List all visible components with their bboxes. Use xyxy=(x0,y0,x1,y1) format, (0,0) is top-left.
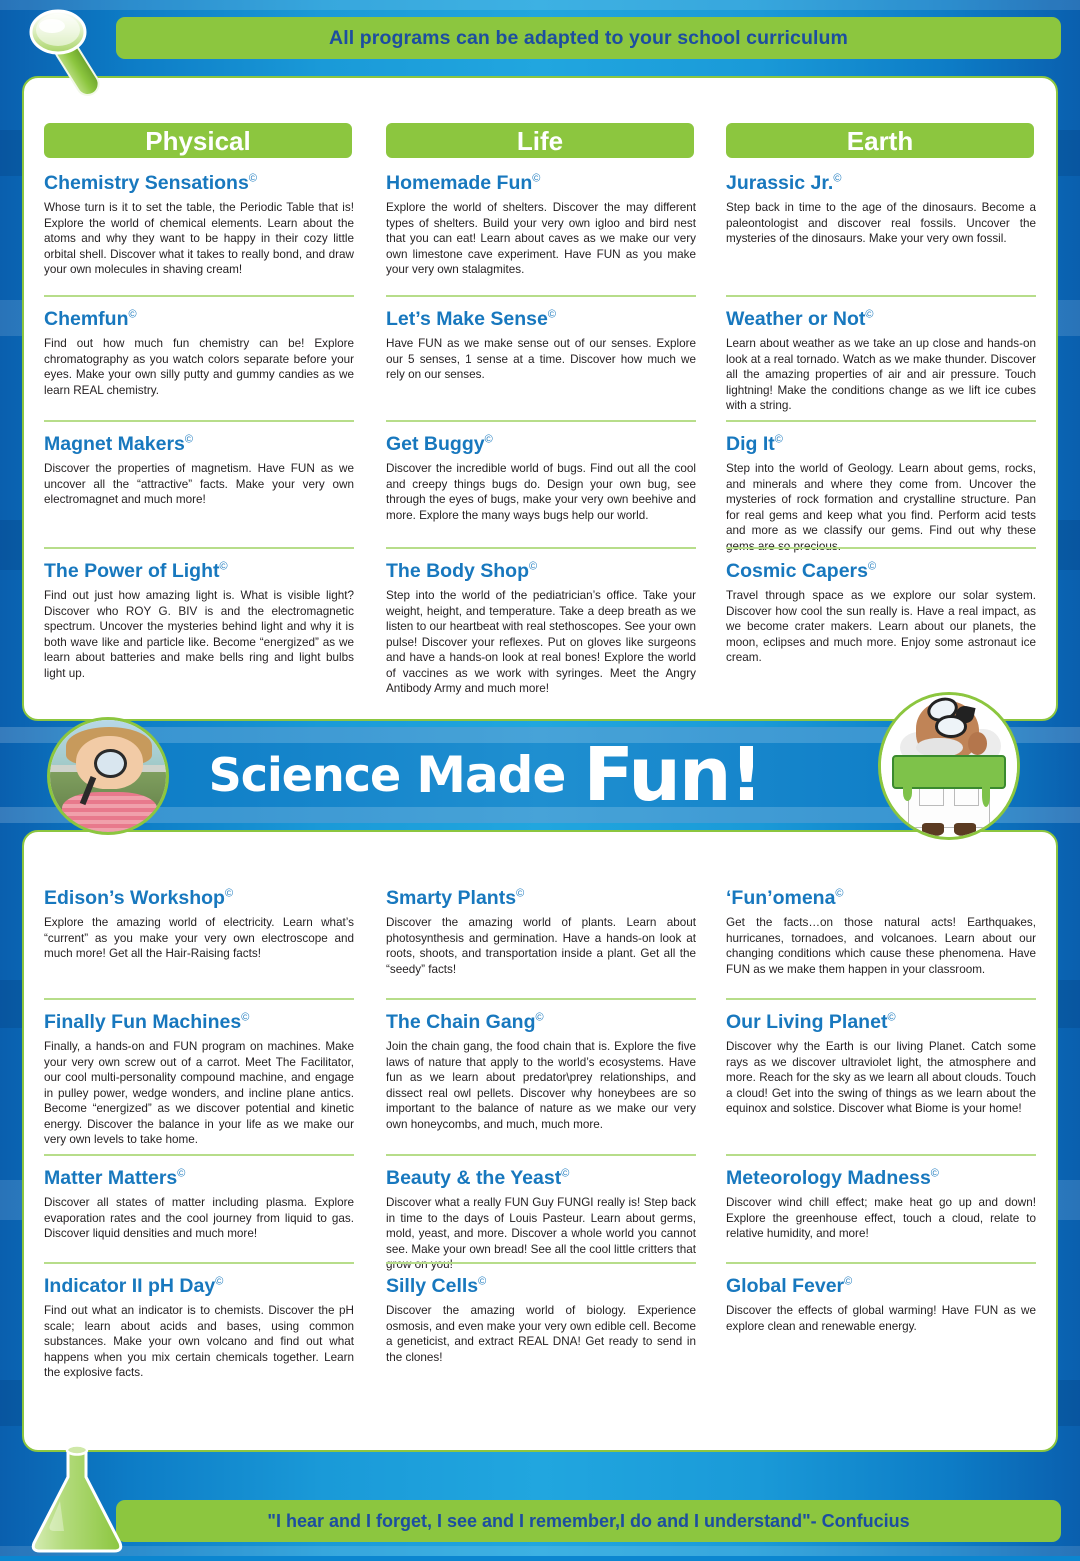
program-description: Discover what a really FUN Guy FUNGI really is! Step back in time to the days of Louis Pasteur. Learn about germs, mold, yeast, and more. Discover a whole world you cannot see. Make your own bread! See all the cool little critters that grow on you! xyxy=(386,1196,696,1272)
program-title: The Power of Light© xyxy=(44,560,228,582)
program-title: Cosmic Capers© xyxy=(726,560,877,582)
program-card[interactable] xyxy=(44,1154,354,1262)
program-title: Dig It© xyxy=(726,433,783,455)
program-card[interactable] xyxy=(726,547,1036,697)
program-description: Find out what an indicator is to chemists. Discover the pH scale; learn about acids and bases, using common substances. Make your own volcano and find out what happens when you mix certain chemicals together. Learn the explosive facts. xyxy=(44,1304,354,1380)
program-column-physical-top xyxy=(44,173,354,697)
program-title: The Body Shop© xyxy=(386,560,538,582)
quote-banner xyxy=(116,1500,1061,1542)
program-description: Learn about weather as we take an up close and hands-on look at a real tornado. Watch as we make thunder. Discover all the amazing properties of air and air pressure. Touch lightning! Make the conditions change as we lift ice cubes with a string. xyxy=(726,337,1036,413)
program-description: Travel through space as we explore our solar system. Discover how cool the sun really is. Have a real impact, as we become crater makers. Learn about our planets, the moon, eclipses and much more. Enjoy some astronaut ice cream. xyxy=(726,589,1036,665)
program-card[interactable] xyxy=(726,173,1036,295)
program-card[interactable] xyxy=(386,1262,696,1392)
program-description: Step back in time to the age of the dinosaurs. Become a paleontologist and discover real fossils. Uncover the mysteries of the dinosaurs. Make your very own fossil. xyxy=(726,201,1036,246)
program-title: Silly Cells© xyxy=(386,1275,487,1297)
program-card[interactable] xyxy=(726,888,1036,998)
program-description: Get the facts…on those natural acts! Earthquakes, hurricanes, tornadoes, and volcanoes. Learn about our changing conditions which cause these phenomena. Have FUN as we make them happen in your classroom. xyxy=(726,916,1036,976)
program-card[interactable] xyxy=(386,295,696,420)
program-card[interactable] xyxy=(44,173,354,295)
program-title: Chemistry Sensations© xyxy=(44,172,257,194)
girl-with-magnifier-photo xyxy=(47,717,169,835)
program-card[interactable] xyxy=(726,295,1036,420)
program-description: Discover the incredible world of bugs. Find out all the cool and creepy things bugs do. Design your own bug, see through the eyes of bugs, make your very own beehive and more. Explore the many ways bugs help our world. xyxy=(386,462,696,522)
magnifying-glass-icon xyxy=(22,6,152,106)
program-description: Join the chain gang, the food chain that is. Explore the five laws of nature that apply to the world’s ecosystems. Have fun as we learn about predator\prey relationships, and dissect real owl pellets. Discover why honeybees are so important to the balance of nature as we make our very own honeycombs, and much, much more. xyxy=(386,1040,696,1131)
program-title: Get Buggy© xyxy=(386,433,493,455)
program-card[interactable] xyxy=(386,888,696,998)
program-card[interactable] xyxy=(726,1154,1036,1262)
brand-word-fun: Fun! xyxy=(583,732,762,818)
program-column-earth-top xyxy=(726,173,1036,697)
brand-word-made: Made xyxy=(416,746,566,804)
program-description: Discover all states of matter including plasma. Explore evaporation rates and the cool journey from liquid to gas. Discover liquid densities and much more! xyxy=(44,1196,354,1241)
curriculum-banner xyxy=(116,17,1061,59)
program-column-life-top xyxy=(386,173,696,697)
professor-mascot-illustration xyxy=(878,692,1020,840)
erlenmeyer-flask-icon xyxy=(20,1443,136,1556)
program-title: Let’s Make Sense© xyxy=(386,308,556,330)
program-title: ‘Fun’omena© xyxy=(726,887,844,909)
program-title: Chemfun© xyxy=(44,308,137,330)
program-card[interactable] xyxy=(386,547,696,697)
program-title: The Chain Gang© xyxy=(386,1011,544,1033)
program-description: Discover why the Earth is our living Planet. Catch some rays as we discover ultraviolet light, the atmosphere and more. Reach for the sky as we learn all about clouds. Touch a cloud! Get into the swing of things as we learn about the equinox and solstice. Discover what Biome is your home! xyxy=(726,1040,1036,1116)
program-description: Find out how much fun chemistry can be! Explore chromatography as you watch colors separate before your eyes. Make your own silly putty and gummy candies as we learn REAL chemistry. xyxy=(44,337,354,397)
program-card[interactable] xyxy=(44,547,354,697)
program-card[interactable] xyxy=(726,1262,1036,1392)
category-header-physical-label: Physical xyxy=(145,125,251,156)
program-title: Global Fever© xyxy=(726,1275,853,1297)
program-description: Whose turn is it to set the table, the Periodic Table that is! Explore the world of chemical elements. Learn about the atoms and why they want to be happy in their cozy little orbital shell. Discover what it takes to really bond, and draw your own molecules in shaving cream! xyxy=(44,201,354,277)
program-column-earth-bottom xyxy=(726,888,1036,1392)
program-column-life-bottom xyxy=(386,888,696,1392)
program-description: Have FUN as we make sense out of our senses. Explore our 5 senses, 1 sense at a time. Discover how much we rely on our senses. xyxy=(386,337,696,382)
program-card[interactable] xyxy=(44,420,354,547)
program-title: Smarty Plants© xyxy=(386,887,525,909)
brand-word-science: Science xyxy=(208,748,401,802)
program-title: Beauty & the Yeast© xyxy=(386,1167,570,1189)
program-card[interactable] xyxy=(386,1154,696,1272)
program-title: Homemade Fun© xyxy=(386,172,541,194)
program-description: Find out just how amazing light is. What is visible light? Discover who ROY G. BIV is and the electromagnetic spectrum. Uncover the mysteries behind light and why it is both wave like and particle like. Become “energized” as we learn about batteries and make bells ring and light bulbs light up. xyxy=(44,589,354,680)
category-header-life xyxy=(386,123,694,158)
program-description: Step into the world of Geology. Learn about gems, rocks, and minerals and where they come from. Uncover the mysteries of rock formation and crystalline structure. Pan for real gems and keep what you find. Perform acid tests and more as we classify our gems. Find out why these gems are so precious. xyxy=(726,462,1036,553)
program-description: Discover wind chill effect; make heat go up and down! Explore the greenhouse effect, touch a cloud, relate to relative humidity, and more! xyxy=(726,1196,1036,1241)
program-description: Discover the amazing world of biology. Experience osmosis, and even make your very own edible cell. Become a geneticist, and extract REAL DNA! Get ready to send in the clones! xyxy=(386,1304,696,1364)
program-card[interactable] xyxy=(386,998,696,1154)
program-card[interactable] xyxy=(386,173,696,295)
program-card[interactable] xyxy=(44,295,354,420)
program-card[interactable] xyxy=(44,888,354,998)
program-description: Step into the world of the pediatrician’s office. Take your weight, height, and temperature. Take a deep breath as we listen to our heartbeat with real stethoscopes. See your own pulse! Discover your reflexes. Put on gloves like surgeons and have a hands-on look at real bones! Explore the world of vaccines as we work with syringes. Meet the Angry Antibody Army and much more! xyxy=(386,589,696,696)
program-card[interactable] xyxy=(726,420,1036,553)
program-description: Explore the world of shelters. Discover the may different types of shelters. Build your very own igloo and bird nest that you can eat! Learn about caves as we make our very own limestone cave experiment. Have FUN as you make your very own stalagmites. xyxy=(386,201,696,277)
quote-banner-text: "I hear and I forget, I see and I remember,I do and I understand"- Confucius xyxy=(267,1510,910,1531)
program-title: Finally Fun Machines© xyxy=(44,1011,250,1033)
category-header-earth xyxy=(726,123,1034,158)
program-title: Jurassic Jr.© xyxy=(726,172,842,194)
program-card[interactable] xyxy=(44,1262,354,1392)
program-title: Magnet Makers© xyxy=(44,433,193,455)
program-card[interactable] xyxy=(44,998,354,1154)
program-description: Explore the amazing world of electricity. Learn what’s “current” as you make your very own electroscope and much more! Get all the Hair-Raising facts! xyxy=(44,916,354,961)
category-header-earth-label: Earth xyxy=(846,125,914,156)
program-card[interactable] xyxy=(386,420,696,547)
program-title: Meteorology Madness© xyxy=(726,1167,939,1189)
curriculum-banner-text: All programs can be adapted to your school curriculum xyxy=(329,26,848,49)
category-header-physical xyxy=(44,123,352,158)
program-title: Indicator II pH Day© xyxy=(44,1275,224,1297)
program-title: Our Living Planet© xyxy=(726,1011,896,1033)
category-header-life-label: Life xyxy=(516,125,564,156)
program-column-physical-bottom xyxy=(44,888,354,1392)
program-title: Weather or Not© xyxy=(726,308,874,330)
program-description: Discover the effects of global warming! Have FUN as we explore clean and renewable energy. xyxy=(726,1304,1036,1333)
program-card[interactable] xyxy=(726,998,1036,1154)
program-title: Edison’s Workshop© xyxy=(44,887,234,909)
program-description: Finally, a hands-on and FUN program on machines. Make your very own screw out of a carrot. Meet The Facilitator, our cool multi-personality compound machine, and engage in pulley power, wedge wonders, and incline plane antics. Become “energized” as we discover potential and kinetic energy. Discover the balance in your life as we make our very own levels to take home. xyxy=(44,1040,354,1147)
program-description: Discover the properties of magnetism. Have FUN as we uncover all the “attractive” facts. Make your very own electromagnet and much more! xyxy=(44,462,354,507)
program-title: Matter Matters© xyxy=(44,1167,186,1189)
program-description: Discover the amazing world of plants. Learn about photosynthesis and germination. Have a hands-on look at roots, shoots, and transportation inside a plant. Get all the “seedy” facts! xyxy=(386,916,696,976)
